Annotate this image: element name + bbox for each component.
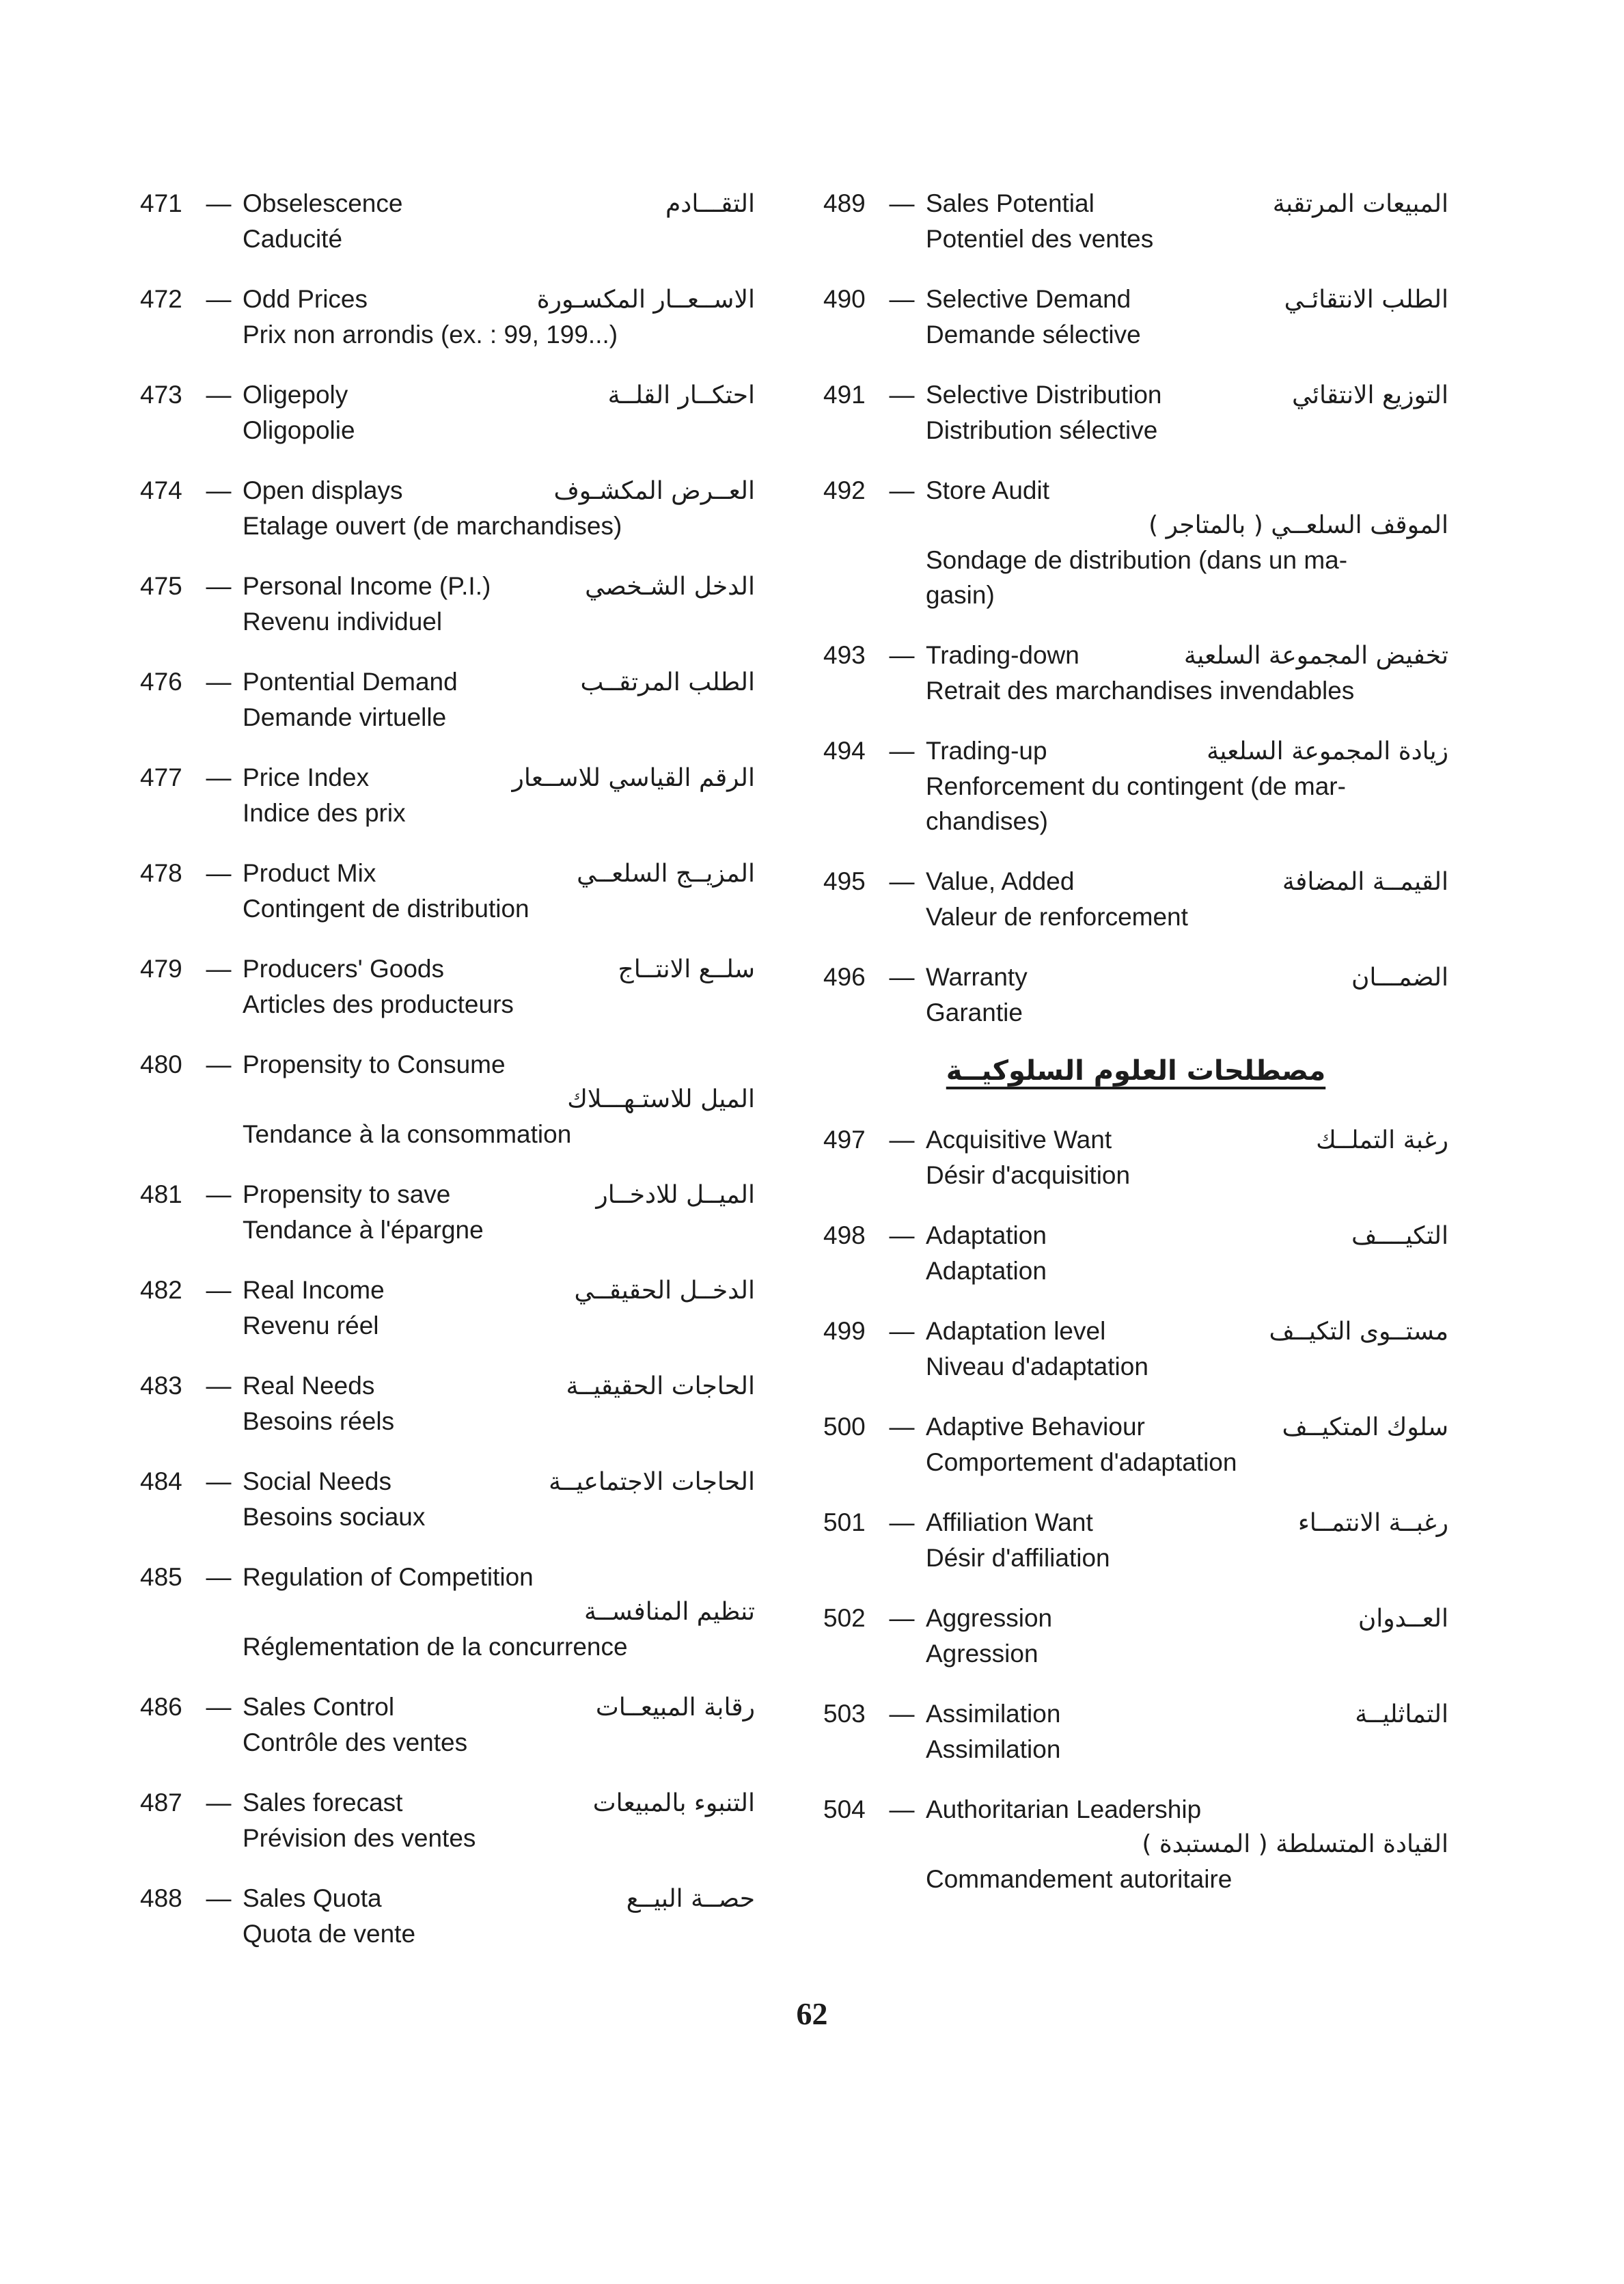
entry-first-line [823,1218,1448,1253]
entry-first-line [823,377,1448,413]
french-term: Adaptation [926,1257,1047,1285]
english-term: Adaptive Behaviour [926,1413,1145,1441]
entry-first-line [140,1368,755,1404]
glossary-entry [140,377,755,448]
french-term: Oligopolie [243,416,355,444]
arabic-term: العــرض المكشـوف [553,477,755,505]
entry-dash: — [206,1467,232,1495]
entry-dash: — [889,1221,915,1249]
entry-first-line [140,1273,755,1308]
right-column [823,186,1448,1922]
french-term: Indice des prix [243,799,406,827]
glossary-entry [823,864,1448,934]
english-term: Trading-down [926,641,1079,669]
entry-dash: — [889,1795,915,1823]
entry-dash: — [206,476,232,504]
arabic-term: رغبــة الانتمــاء [1297,1509,1448,1537]
french-term: Besoins réels [243,1407,395,1435]
entry-first-line [140,951,755,987]
entry-first-line [140,569,755,604]
entry-number: 476 [140,668,182,696]
arabic-term: الضمـــان [1351,964,1448,992]
entry-number: 481 [140,1180,182,1208]
english-term: Adaptation [926,1221,1047,1249]
french-term-continued: gasin) [926,581,995,609]
entry-number: 483 [140,1372,182,1400]
entry-dash: — [889,1413,915,1441]
glossary-entry [823,1505,1448,1575]
english-term: Selective Distribution [926,381,1162,409]
entry-first-line [823,186,1448,221]
glossary-entry [823,1122,1448,1193]
entry-number: 478 [140,859,182,887]
glossary-entry [140,1689,755,1760]
entry-first-line [823,473,1448,508]
english-term: Selective Demand [926,285,1131,313]
entry-first-line [140,1560,755,1594]
french-term: Potentiel des ventes [926,225,1154,253]
entry-dash: — [206,572,232,600]
entry-number: 496 [823,963,866,991]
french-term: Quota de vente [243,1920,416,1948]
arabic-term: المزيــج السلعــي [577,860,755,888]
entry-dash: — [889,641,915,669]
entry-dash: — [889,285,915,313]
french-term: Articles des producteurs [243,990,514,1018]
arabic-term: سلوك المتكيــف [1282,1413,1448,1441]
entry-dash: — [206,955,232,983]
entry-number: 477 [140,763,182,791]
english-term: Affiliation Want [926,1508,1093,1536]
entry-dash: — [206,1276,232,1304]
glossary-entry [823,1696,1448,1767]
entry-first-line [140,1689,755,1725]
entry-first-line [823,282,1448,317]
entry-number: 479 [140,955,182,983]
entry-number: 473 [140,381,182,409]
entry-number: 492 [823,476,866,504]
entry-first-line [823,1122,1448,1158]
english-term: Producers' Goods [243,955,444,983]
entry-number: 494 [823,737,866,765]
entry-number: 500 [823,1413,866,1441]
entry-dash: — [889,1604,915,1632]
arabic-term: التماثليــة [1355,1700,1448,1728]
glossary-entry [823,1409,1448,1480]
english-term: Warranty [926,963,1028,991]
glossary-entry [140,856,755,926]
english-term: Acquisitive Want [926,1126,1112,1154]
entry-dash: — [206,1563,232,1591]
glossary-entry [823,186,1448,256]
entry-dash: — [206,285,232,313]
glossary-entry [140,1785,755,1855]
entry-number: 486 [140,1693,182,1721]
entry-number: 480 [140,1050,182,1078]
english-term: Real Income [243,1276,385,1304]
french-term: Désir d'acquisition [926,1161,1131,1189]
glossary-entry [823,1601,1448,1671]
entry-first-line [823,1601,1448,1636]
french-term: Renforcement du contingent (de mar- [926,772,1346,800]
glossary-entry [140,1273,755,1343]
entry-dash: — [206,859,232,887]
arabic-term: احتكــار القلــة [607,381,755,409]
french-term: Caducité [243,225,343,253]
english-term: Propensity to Consume [243,1050,506,1078]
arabic-term: القيادة المتسلطة ( المستبدة ) [1142,1830,1448,1858]
entry-number: 471 [140,189,182,217]
glossary-entry [140,282,755,352]
section-title: مصطلحات العلوم السلوكيــة [946,1055,1326,1087]
right-entries [823,186,1448,1030]
english-term: Store Audit [926,476,1050,504]
arabic-term: الميل للاستـهـــلاك [567,1085,755,1113]
french-term: Contrôle des ventes [243,1728,468,1756]
entry-dash: — [206,1884,232,1912]
entry-dash: — [206,763,232,791]
entry-dash: — [889,1700,915,1728]
glossary-entry [140,473,755,543]
arabic-term: القيمــة المضافة [1282,868,1448,896]
arabic-term: الحاجات الاجتماعيــة [549,1468,755,1496]
arabic-term: الطلب المرتقــب [580,668,755,696]
arabic-term: رغبة التملــك [1316,1126,1448,1154]
entry-dash: — [889,476,915,504]
arabic-term: حصــة البيــع [626,1885,755,1913]
french-term: Etalage ouvert (de marchandises) [243,512,622,540]
entry-number: 488 [140,1884,182,1912]
glossary-entry [140,951,755,1022]
glossary-entry [823,733,1448,839]
entry-dash: — [206,1693,232,1721]
english-term: Price Index [243,763,370,791]
entry-dash: — [889,381,915,409]
glossary-entry [140,1560,755,1664]
glossary-entry [140,1881,755,1951]
entry-first-line [823,1409,1448,1445]
french-term: Garantie [926,998,1023,1027]
entry-first-line [140,1785,755,1821]
french-term-continued: chandises) [926,807,1048,835]
french-term: Prévision des ventes [243,1824,476,1852]
english-term: Personal Income (P.I.) [243,572,491,600]
entry-dash: — [206,1789,232,1817]
glossary-entry [823,282,1448,352]
arabic-term: الميــل للادخــار [596,1181,755,1209]
glossary-entry [140,1047,755,1152]
arabic-term: التقـــادم [665,190,755,218]
arabic-term: الطلب الانتقائـي [1284,286,1448,314]
english-term: Product Mix [243,859,376,887]
english-term: Propensity to save [243,1180,451,1208]
entry-first-line [140,186,755,221]
arabic-term: سلــع الانتــاج [618,955,755,983]
left-column [140,186,755,1976]
french-term: Distribution sélective [926,416,1158,444]
glossary-entry [140,1177,755,1247]
entry-number: 487 [140,1789,182,1817]
entry-first-line [823,960,1448,995]
entry-first-line [823,1314,1448,1349]
english-term: Sales forecast [243,1789,403,1817]
arabic-term: الحاجات الحقيقيــة [566,1372,755,1400]
french-term: Demande virtuelle [243,703,447,731]
entry-first-line [140,1177,755,1212]
english-term: Assimilation [926,1700,1061,1728]
glossary-entry [140,1464,755,1534]
french-term: Agression [926,1640,1038,1668]
french-term: Valeur de renforcement [926,903,1188,931]
english-term: Adaptation level [926,1317,1106,1345]
entry-number: 472 [140,285,182,313]
french-term: Comportement d'adaptation [926,1448,1237,1476]
entry-first-line [823,1792,1448,1827]
english-term: Trading-up [926,737,1047,765]
arabic-term: التكيــــف [1351,1222,1448,1250]
glossary-entry [823,1218,1448,1288]
entry-number: 495 [823,867,866,895]
arabic-term: التنبوء بالمبيعات [592,1789,755,1817]
glossary-entry [140,569,755,639]
arabic-term: الاســعــار المكسـورة [536,286,755,314]
french-term: Demande sélective [926,321,1141,349]
entry-number: 493 [823,641,866,669]
entry-first-line [140,473,755,508]
entry-number: 499 [823,1317,866,1345]
english-term: Regulation of Competition [243,1563,534,1591]
entry-number: 490 [823,285,866,313]
glossary-entry [823,1314,1448,1384]
glossary-entry [823,960,1448,1030]
french-term: Réglementation de la concurrence [243,1633,628,1661]
entry-first-line [140,1464,755,1499]
entry-dash: — [889,1317,915,1345]
entry-number: 482 [140,1276,182,1304]
entry-number: 474 [140,476,182,504]
arabic-term: المبيعات المرتقبة [1272,190,1448,218]
entry-dash: — [206,1050,232,1078]
entry-dash: — [889,963,915,991]
entry-dash: — [206,189,232,217]
french-term: Tendance à l'épargne [243,1216,484,1244]
entry-first-line [140,856,755,891]
entry-number: 502 [823,1604,866,1632]
glossary-entry [823,1792,1448,1896]
entry-dash: — [889,1508,915,1536]
english-term: Sales Quota [243,1884,382,1912]
entry-first-line [140,282,755,317]
french-term: Revenu individuel [243,608,443,636]
french-term: Tendance à la consommation [243,1120,572,1148]
english-term: Real Needs [243,1372,375,1400]
french-term: Commandement autoritaire [926,1865,1233,1893]
english-term: Odd Prices [243,285,368,313]
entry-number: 504 [823,1795,866,1823]
english-term: Sales Control [243,1693,395,1721]
entry-first-line [823,733,1448,769]
english-term: Value, Added [926,867,1075,895]
french-term: Sondage de distribution (dans un ma- [926,546,1348,574]
glossary-entry [140,186,755,256]
arabic-term: الدخل الشـخصي [585,573,755,601]
glossary-entry [823,473,1448,612]
entry-number: 491 [823,381,866,409]
english-term: Pontential Demand [243,668,458,696]
arabic-term: الموقف السلعــي ( بالمتاجر ) [1148,511,1448,539]
entry-number: 501 [823,1508,866,1536]
french-term: Assimilation [926,1735,1061,1763]
arabic-term: الدخــل الحقيقــي [574,1277,755,1305]
english-term: Sales Potential [926,189,1095,217]
entry-dash: — [206,1180,232,1208]
entry-dash: — [889,189,915,217]
entry-first-line [140,1881,755,1916]
entry-number: 503 [823,1700,866,1728]
arabic-term: زيادة المجموعة السلعية [1207,737,1448,765]
entry-first-line [140,664,755,700]
entry-dash: — [206,1372,232,1400]
entry-dash: — [889,737,915,765]
entry-dash: — [206,381,232,409]
english-term: Authoritarian Leadership [926,1795,1202,1823]
english-term: Open displays [243,476,403,504]
arabic-term: التوزيع الانتقائي [1291,381,1448,409]
entry-first-line [140,377,755,413]
french-term: Prix non arrondis (ex. : 99, 199...) [243,321,618,349]
french-term: Niveau d'adaptation [926,1352,1148,1381]
entry-dash: — [206,668,232,696]
english-term: Social Needs [243,1467,392,1495]
english-term: Obselescence [243,189,403,217]
entry-number: 497 [823,1126,866,1154]
french-term: Besoins sociaux [243,1503,426,1531]
arabic-term: الرقم القياسي للاســعار [512,764,755,792]
entry-number: 498 [823,1221,866,1249]
entry-first-line [823,1696,1448,1732]
entry-first-line [140,1047,755,1082]
arabic-term: رقابة المبيعــات [595,1694,755,1722]
arabic-term: تخفيض المجموعة السلعية [1183,642,1448,670]
arabic-term: مستــوى التكيــف [1269,1318,1448,1346]
entry-number: 484 [140,1467,182,1495]
entry-first-line [140,760,755,796]
glossary-entry [823,377,1448,448]
french-term: Revenu réel [243,1311,379,1340]
glossary-entry [823,638,1448,708]
english-term: Oligepoly [243,381,348,409]
glossary-entry [140,760,755,830]
entry-number: 475 [140,572,182,600]
page-number: 62 [796,1996,828,2031]
entry-first-line [823,864,1448,899]
french-term: Désir d'affiliation [926,1544,1110,1572]
english-term: Aggression [926,1604,1053,1632]
entry-number: 489 [823,189,866,217]
glossary-entry [140,1368,755,1439]
glossary-entry [140,664,755,735]
entry-dash: — [889,867,915,895]
entry-number: 485 [140,1563,182,1591]
entry-first-line [823,1505,1448,1540]
entry-first-line [823,638,1448,673]
arabic-term: تنظيم المنافســة [583,1598,755,1626]
entry-dash: — [889,1126,915,1154]
section-entries [823,1122,1448,1896]
french-term: Retrait des marchandises invendables [926,677,1355,705]
arabic-term: العــدوان [1358,1605,1448,1633]
french-term: Contingent de distribution [243,895,529,923]
